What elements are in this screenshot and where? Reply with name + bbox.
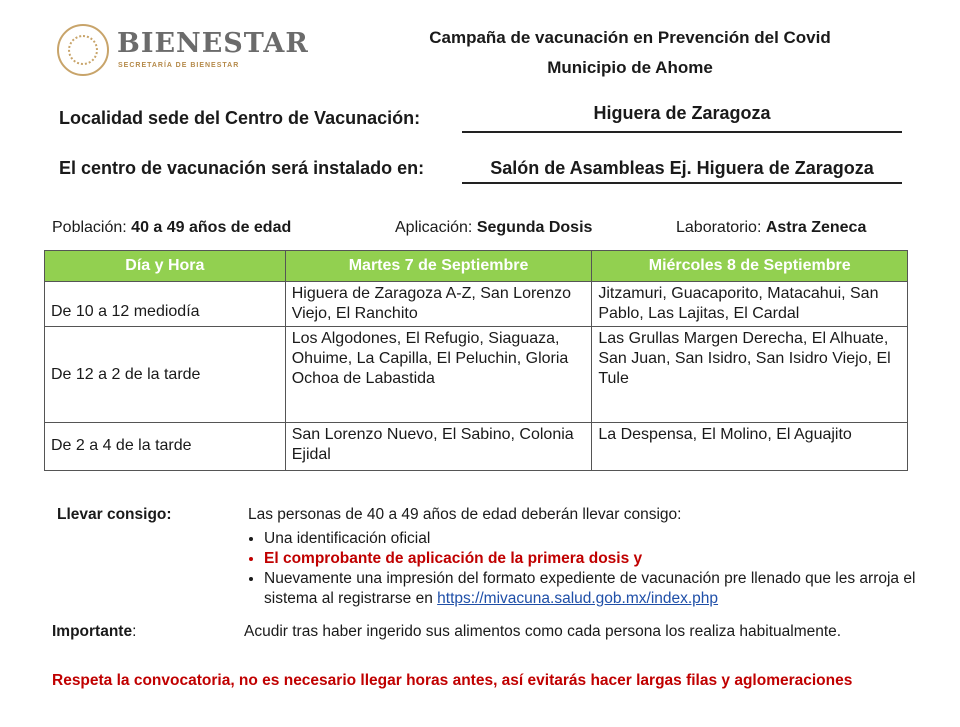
government-seal-icon [57,24,109,76]
bring-list [246,529,924,609]
list-item [264,529,924,549]
important-colon: : [132,623,137,640]
locality-underline [462,131,902,133]
bring-item-id: Una identificación oficial [264,530,431,547]
population-label: Población: [52,219,127,236]
bring-item-form: Nuevamente una impresión del formato expediente de vacunación pre llenado que les arroja el sistema al registrarse en [264,570,916,607]
schedule-table [44,250,908,471]
time-cell: De 12 a 2 de la tarde [45,327,286,423]
important-label: Importante [52,623,133,640]
tuesday-localities-cell: Los Algodones, El Refugio, Siaguaza, Ohuime, La Capilla, El Peluchin, Gloria Ochoa de Labastida [285,327,592,423]
header-wednesday: Miércoles 8 de Septiembre [592,251,908,282]
table-header-row [45,251,908,282]
laboratory-value: Astra Zeneca [765,219,867,236]
list-item [264,569,924,609]
municipality-title: Municipio de Ahome [547,58,713,77]
tuesday-localities-cell: Higuera de Zaragoza A-Z, San Lorenzo Viejo, El Ranchito [285,282,592,327]
application-label: Aplicación: [395,219,473,236]
bring-label: Llevar consigo: [57,506,172,523]
laboratory-info [676,219,866,237]
center-underline [462,182,902,184]
time-cell: De 10 a 12 mediodía [45,282,286,327]
time-cell: De 2 a 4 de la tarde [45,423,286,471]
campaign-title: Campaña de vacunación en Prevención del Covid [429,28,831,47]
locality-label: Localidad sede del Centro de Vacunación: [59,108,421,128]
registration-link[interactable]: https://mivacuna.salud.gob.mx/index.php [437,590,719,607]
header-day-time: Día y Hora [45,251,286,282]
laboratory-label: Laboratorio: [676,219,762,236]
locality-value: Higuera de Zaragoza [593,103,771,123]
tuesday-localities-cell: San Lorenzo Nuevo, El Sabino, Colonia Ejidal [285,423,592,471]
population-info [52,219,291,237]
wednesday-localities-cell: Jitzamuri, Guacaporito, Matacahui, San Pablo, Las Lajitas, El Cardal [592,282,908,327]
application-value: Segunda Dosis [476,219,593,236]
important-text: Acudir tras haber ingerido sus alimentos como cada persona los realiza habitualmente. [244,623,842,640]
table-row [45,282,908,327]
population-value: 40 a 49 años de edad [131,219,292,236]
application-info [395,219,592,237]
logo-subtitle: SECRETARÍA DE BIENESTAR [118,62,240,69]
table-row [45,327,908,423]
footer-notice: Respeta la convocatoria, no es necesario llegar horas antes, así evitarás hacer largas filas y aglomeraciones [52,672,853,689]
wednesday-localities-cell: Las Grullas Margen Derecha, El Alhuate, San Juan, San Isidro, San Isidro Viejo, El Tule [592,327,908,423]
bring-intro: Las personas de 40 a 49 años de edad deberán llevar consigo: [248,506,682,523]
wednesday-localities-cell: La Despensa, El Molino, El Aguajito [592,423,908,471]
table-row [45,423,908,471]
center-label: El centro de vacunación será instalado en: [59,158,425,178]
center-value: Salón de Asambleas Ej. Higuera de Zaragoza [490,158,874,178]
important-label-wrap [52,623,136,641]
logo-wordmark: BIENESTAR [117,28,309,59]
list-item [264,549,924,569]
bring-item-first-dose: El comprobante de aplicación de la primera dosis y [264,550,643,567]
header-tuesday: Martes 7 de Septiembre [285,251,592,282]
